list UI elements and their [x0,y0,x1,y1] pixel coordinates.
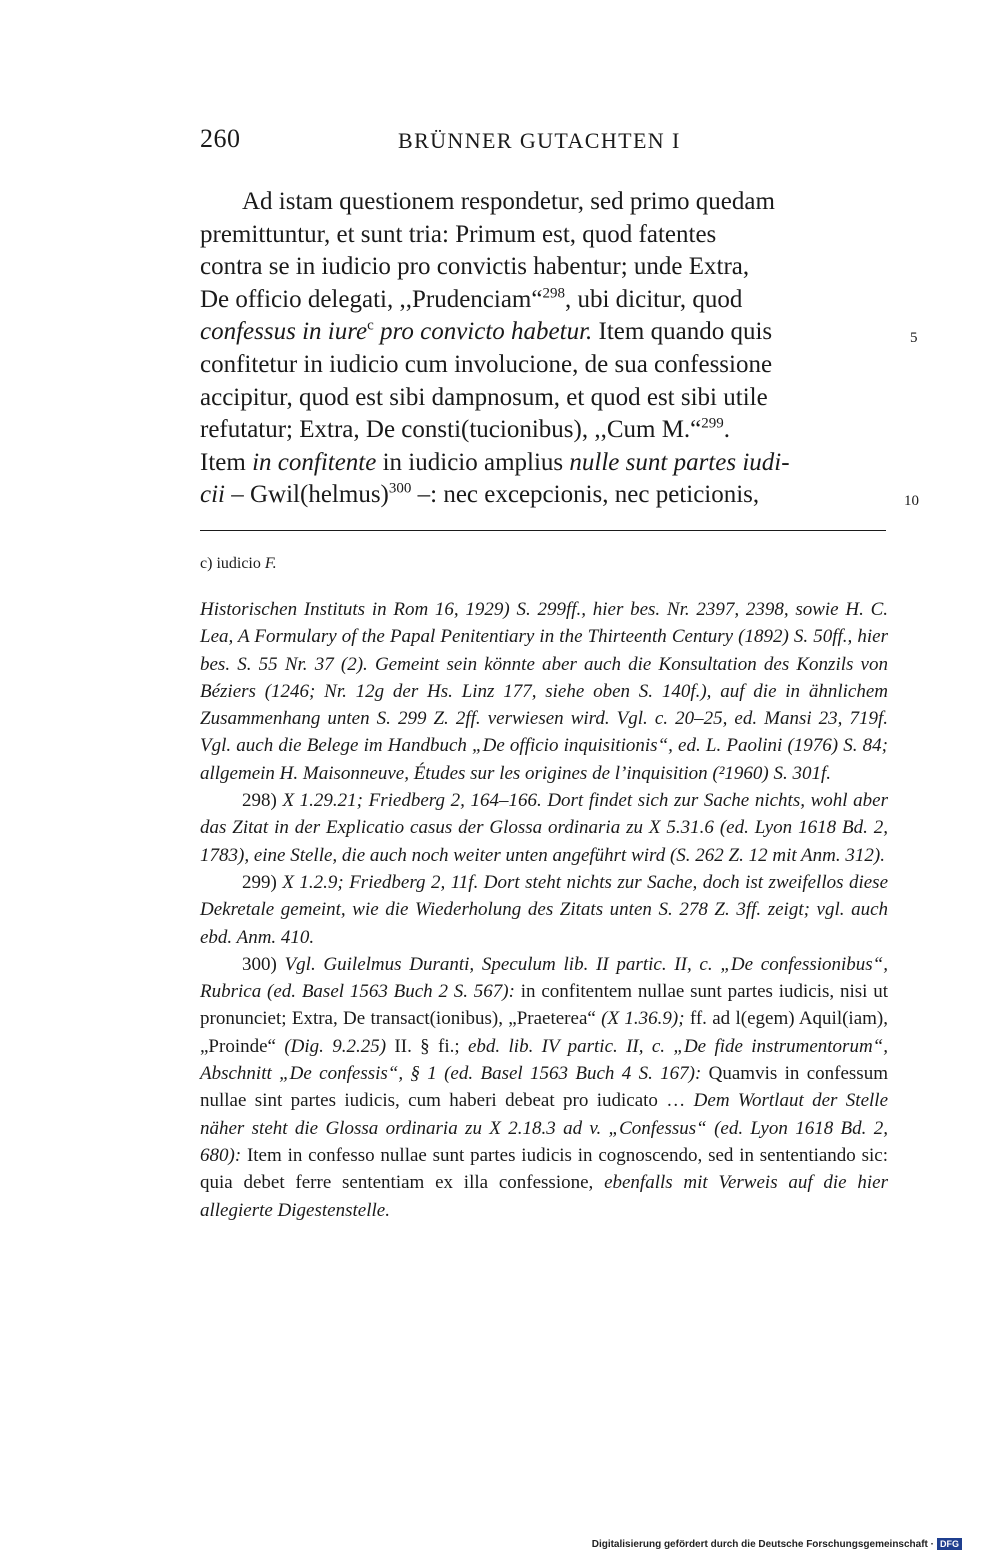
line-segment: – Gwil(helmus) [225,481,389,509]
footnotes [200,596,888,1224]
footnote-text: (X 1.36.9); [601,1008,685,1030]
main-line [200,316,918,349]
line-segment: , ubi dicitur, quod [564,285,743,313]
line-number-5: 5 [910,330,918,347]
line-text: premittuntur, et sunt tria: Primum est, quod fatentes [200,220,717,248]
footnote-quote: in confitentem nullae sunt partes iudicis, nisi ut pronunciet; Extra, De transact(ionibus), „Praeterea“ [200,981,888,1030]
main-line [200,382,886,415]
quotation: cii [200,481,225,509]
line-segment: Item quando quis [592,318,773,346]
quotation: confessus in iure [200,318,368,346]
footnote-298 [200,787,888,869]
footnote-ref-300: 300 [388,481,412,498]
main-line [200,414,886,447]
critical-apparatus [200,555,277,573]
footnote-text: ebenfalls mit Verweis auf die hier allegierte Digestenstelle. [200,1172,888,1221]
main-line [200,284,886,317]
footnote-quote: II. § fi.; [386,1035,468,1057]
line-segment: De officio delegati, ,,Prudenciam“ [200,285,543,313]
footnote-quote: Item in confesso nullae sunt partes iudicis in cognoscendo, sed in sententiando sic: quia debet ferre sententiam ex illa confessione, [200,1144,888,1194]
footnote-number: 298) [242,790,283,812]
main-text [200,186,919,512]
line-segment: in iudicio amplius [376,448,570,476]
footnote-rule [200,530,886,531]
footnote-quote: ff. ad l(egem) Aquil(iam), „Proinde“ [200,1008,888,1057]
footnote-continuation: Historischen Instituts in Rom 16, 1929) S. 299ff., hier bes. Nr. 2397, 2398, sowie H. C. Lea, A Formulary of the Papal Penitentiary in the Thirteenth Century (1892) S. 50ff., hier bes. S. 55 Nr. 37 (2). Gemeint sein könnte aber auch die Konsultation des Konzils von Béziers (1246; Nr. 12g der Hs. Linz 177, siehe oben S. 140f.), auf die in ähnlichem Zusammenhang unten S. 299 Z. 2ff. verwiesen wird. Vgl. c. 20–25, ed. Mansi 23, 719f. Vgl. auch die Belege im Handbuch „De officio inquisitionis“, ed. L. Paolini (1976) S. 84; allgemein H. Maisonneuve, Études sur les origines de l’inquisition (²1960) S. 301f. [200,599,888,784]
line-segment: Item [200,448,253,476]
main-line [200,251,886,284]
line-segment: . [723,416,731,444]
main-line [200,186,886,219]
apparatus-reading: iudicio [216,555,265,572]
footnote-text: X 1.2.9; Friedberg 2, 11f. Dort steht nichts zur Sache, doch ist zweifellos diese Dekretale gemeint, wie die Wiederholung des Zitats unten S. 278 Z. 3ff. zeigt; vgl. auch ebd. Anm. 410. [200,871,889,948]
footnote-text: Dem Wortlaut der Stelle näher steht die Glossa ordinaria zu X 2.18.3 ad v. „Confessus“ (ed. Lyon 1618 Bd. 2, 680): [200,1090,889,1166]
footnote-299 [200,869,888,951]
digitization-credit [592,1538,962,1550]
quotation: pro convicto habetur. [373,318,593,346]
line-segment: –: nec excepcionis, nec peticionis, [411,481,760,509]
line-text [200,447,790,480]
page-number: 260 [200,124,241,153]
line-text: confitetur in iudicio cum involucione, de sua confessione [200,350,773,378]
running-title: BRÜNNER GUTACHTEN I [398,128,681,153]
line-text [200,479,759,512]
variant-ref-c: c [367,318,374,335]
line-text: Ad istam questionem respondetur, sed primo quedam [242,188,775,215]
line-segment: refutatur; Extra, De consti(tucionibus), ,,Cum M.“ [200,416,702,444]
line-text [200,414,730,447]
line-text [200,284,742,317]
main-line [200,219,886,252]
footnote-number: 300) [242,953,285,975]
line-text: accipitur, quod est sibi dampnosum, et quod est sibi utile [200,383,768,411]
line-text [200,316,772,349]
footnote-quote: Quamvis in confessum nullae sint partes iudicis, cum haberi debeat pro iudicato … [200,1063,888,1112]
footnote-text: ebd. lib. IV partic. II, c. „De fide instrumentorum“, Abschnitt „De confessis“, § 1 (ed. Basel 1563 Buch 4 S. 167): [200,1035,888,1085]
footnote-number: 299) [242,871,283,893]
line-number-10: 10 [904,493,919,510]
quotation: nulle sunt partes iudi- [569,448,790,476]
footnote-ref-299: 299 [701,415,724,432]
main-line [200,349,886,382]
footnote-text: (Dig. 9.2.25) [284,1035,387,1057]
credit-text: Digitalisierung gefördert durch die Deutsche Forschungsgemeinschaft · [591,1538,934,1550]
main-line [200,479,919,512]
quotation: in confitente [252,448,377,476]
footnote-text: X 1.29.21; Friedberg 2, 164–166. Dort findet sich zur Sache nichts, wohl aber das Zitat in der Explicatio casus der Glossa ordinaria zu X 5.31.6 (ed. Lyon 1618 Bd. 2, 1783), eine Stelle, die auch noch weiter unten angeführt wird (S. 262 Z. 12 mit Anm. 312). [200,790,888,866]
footnote-300 [200,951,888,1224]
main-line [200,447,886,480]
dfg-logo-icon: DFG [937,1538,962,1550]
footnote-ref-298: 298 [542,285,565,302]
apparatus-marker: c) [200,555,217,572]
apparatus-siglum: F. [264,555,277,572]
line-text: contra se in iudicio pro convictis habentur; unde Extra, [200,253,750,281]
footnote-text: Vgl. Guilelmus Duranti, Speculum lib. II partic. II, c. „De confessionibus“, Rubrica (ed. Basel 1563 Buch 2 S. 567): [200,953,889,1003]
